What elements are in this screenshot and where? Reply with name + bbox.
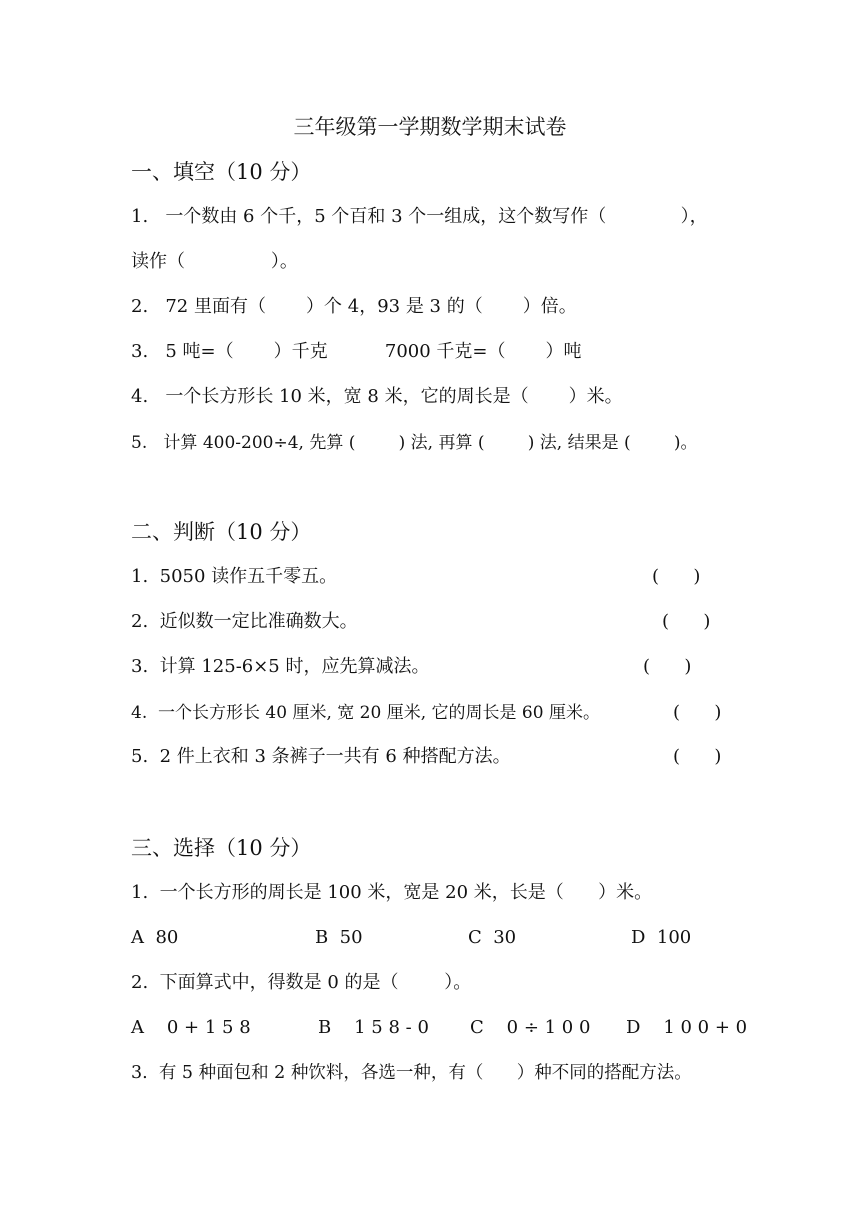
choice-q1-option-c: C 30	[468, 927, 517, 948]
true-false-item-2: 2. 近似数一定比准确数大。	[131, 611, 358, 632]
true-false-item-5: 5. 2 件上衣和 3 条裤子一共有 6 种搭配方法。	[131, 746, 511, 767]
fill-blank-item-3: 3. 5 吨=（ ）千克 7000 千克=（ ）吨	[131, 341, 582, 362]
fill-blank-item-1: 1. 一个数由 6 个千，5 个百和 3 个一组成，这个数写作（ ），	[131, 206, 708, 227]
choice-question-1: 1. 一个长方形的周长是 100 米，宽是 20 米，长是（ ）米。	[131, 882, 653, 903]
true-false-item-3: 3. 计算 125-6×5 时，应先算减法。	[131, 656, 430, 677]
true-false-answer-2: ( )	[662, 611, 711, 632]
choice-q2-option-b: B 1 5 8 - 0	[318, 1017, 429, 1038]
page-title: 三年级第一学期数学期末试卷	[293, 115, 567, 139]
choice-q2-option-c: C 0 ÷ 1 0 0	[470, 1017, 591, 1038]
true-false-item-4: 4. 一个长方形长 40 厘米, 宽 20 厘米, 它的周长是 60 厘米。	[131, 703, 600, 723]
choice-q1-option-b: B 50	[315, 927, 363, 948]
fill-blank-item-5: 5. 计算 400-200÷4, 先算 ( ) 法, 再算 ( ) 法, 结果是 ( )。	[131, 433, 698, 453]
fill-blank-item-4: 4. 一个长方形长 10 米，宽 8 米，它的周长是（ ）米。	[131, 386, 623, 407]
choice-q2-option-a: A 0 + 1 5 8	[131, 1017, 251, 1038]
choice-q1-option-d: D 100	[631, 927, 692, 948]
choice-question-2: 2. 下面算式中，得数是 0 的是（ ）。	[131, 972, 472, 993]
true-false-answer-5: ( )	[673, 746, 722, 767]
choice-q1-option-a: A 80	[131, 927, 179, 948]
true-false-answer-1: ( )	[652, 566, 701, 587]
true-false-answer-3: ( )	[643, 656, 692, 677]
fill-blank-item-1-cont: 读作（ ）。	[131, 251, 298, 272]
section-heading-fill-blank: 一、填空（10 分）	[131, 160, 312, 184]
choice-question-3: 3. 有 5 种面包和 2 种饮料，各选一种，有（ ）种不同的搭配方法。	[131, 1063, 692, 1083]
true-false-item-1: 1. 5050 读作五千零五。	[131, 566, 338, 587]
fill-blank-item-2: 2. 72 里面有（ ）个 4，93 是 3 的（ ）倍。	[131, 296, 577, 317]
true-false-answer-4: ( )	[673, 702, 722, 723]
section-heading-true-false: 二、判断（10 分）	[131, 520, 312, 544]
section-heading-multiple-choice: 三、选择（10 分）	[131, 836, 312, 860]
choice-q2-option-d: D 1 0 0 + 0	[626, 1017, 748, 1038]
